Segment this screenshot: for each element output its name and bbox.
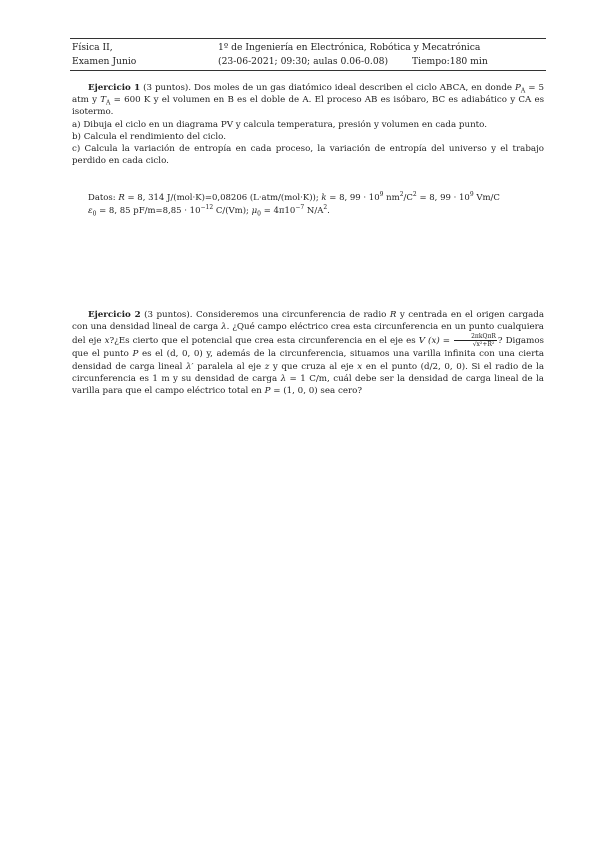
exam-name: Examen Junio — [72, 56, 137, 67]
exercise-1-points: (3 puntos). — [143, 83, 192, 93]
data-constants — [88, 192, 548, 217]
header-top-rule — [70, 38, 546, 39]
header-bottom-rule — [70, 70, 546, 71]
exercise-1-statement: Ejercicio 1 (3 puntos). Dos moles de un gas diatómico ideal describen el ciclo ABCA, en donde $P_A = 5$ atm y $T_A = 600$ K y el volumen en B es el doble de A. El proceso AB es isóbaro, BC es adiabático y CA es isotermo. — [72, 83, 545, 118]
exercise-2 — [72, 309, 544, 397]
exercise-2-points: (3 puntos). — [144, 310, 193, 320]
exam-date-place: (23-06-2021; 09:30; aulas 0.06-0.08) — [218, 56, 389, 67]
data-line-1: Datos: R = 8, 314 J/(mol·K)=0,08206 (L·atm/(mol·K)); k = 8, $99 \cdot 10^9$ $nm^2/C^2 = 8$, $99 \cdot 10^9$ Vm/C — [88, 191, 500, 203]
exercise-2-title: Ejercicio 2 — [88, 310, 141, 320]
data-line-2: $\varepsilon_0 = 8$, 85 $pF/m=8,85 \cdot 10^{-12}$ C/(Vm); $\mu_0 = 4\pi 10^{-7}$ $N/A^2$. — [88, 203, 330, 218]
exercise-2-statement: Ejercicio 2 (3 puntos). Consideremos una circunferencia de radio R y centrada en el origen cargada con una densidad lineal de carga λ. ¿Qué campo eléctrico crea esta circunferencia en un punto cualquiera del eje x?¿Es cierto que el potencial que crea esta circunferencia en el eje es V (x) = $\frac{\text{2πkQπR}}{\text{√x²+R²}}$ ? Digamos que el punto P es el (d, 0, 0) y, además de la circunferencia, situamos una varilla infinita con una cierta densidad de carga lineal λ′ paralela al eje z y que cruza al eje x en el punto (d/2, 0, 0). Si el radio de la circunferencia es 1 m y su densidad de carga λ = 1 C/m, cuál debe ser la densidad de carga lineal de la varilla para que el campo eléctrico total en P = (1, 0, 0) sea cero? — [72, 310, 545, 397]
exercise-1-item-a: a) Dibuja el ciclo en un diagrama PV y calcula temperatura, presión y volumen en cada punto. — [72, 119, 487, 130]
exercise-1-item-b: b) Calcula el rendimiento del ciclo. — [72, 131, 227, 142]
header-left — [72, 41, 136, 69]
exercise-1-item-c: c) Calcula la variación de entropía en cada proceso, la variación de entropía del universo y el trabajo perdido en cada ciclo. — [72, 144, 544, 167]
degree-name: 1º de Ingeniería en Electrónica, Robótica y Mecatrónica — [218, 42, 481, 53]
course-name: Física II, — [72, 42, 113, 53]
exam-duration: Tiempo:180 min — [412, 56, 488, 67]
exercise-1-title: Ejercicio 1 — [88, 83, 141, 93]
exercise-1 — [72, 82, 544, 167]
potential-fraction: $\frac{\text{2πkQπR}}{\text{√x²+R²}}$ — [454, 333, 497, 348]
